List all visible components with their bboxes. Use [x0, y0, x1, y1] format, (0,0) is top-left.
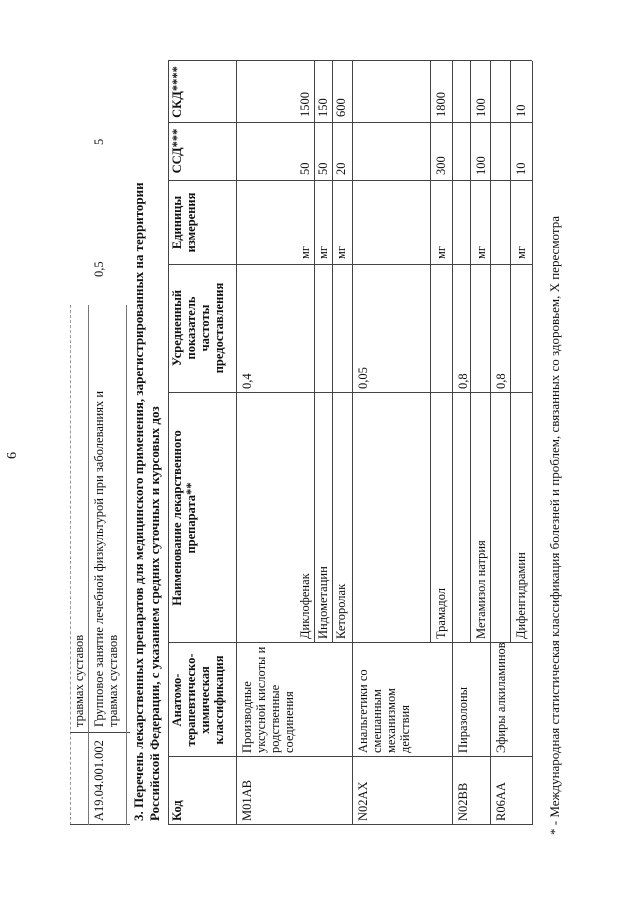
header-bottom-rule — [236, 61, 237, 825]
col-rule-atc — [168, 642, 532, 643]
group-code: M01AB — [240, 780, 254, 821]
col-rule-left — [168, 824, 532, 825]
continued-text: травмах суставов — [72, 634, 86, 727]
header-skd: СКД**** — [170, 66, 184, 118]
drug-unit: мг — [434, 245, 448, 259]
row-rule — [430, 61, 431, 643]
group-atc: Пиразолоны — [456, 686, 470, 753]
col-rule-code — [168, 756, 532, 757]
group-rule — [352, 61, 353, 825]
group-atc: Анальгетики со смешанным механизмом действия — [356, 669, 412, 753]
section-title-line2: Российской Федерации, с указанием средних суточных и курсовых доз — [147, 406, 162, 821]
drug-skd: 10 — [514, 104, 528, 117]
header-code: Код — [170, 800, 184, 821]
col-rule-right — [168, 60, 532, 61]
drug-unit: мг — [316, 245, 330, 259]
drug-name: Метамизол натрия — [474, 540, 488, 639]
group-code: N02BB — [456, 782, 470, 821]
service-frequency: 0,5 — [92, 261, 106, 277]
drug-skd: 150 — [316, 98, 330, 117]
drug-unit: мг — [334, 245, 348, 259]
drug-name: Дифенгидрамин — [514, 552, 528, 639]
drug-skd: 1800 — [434, 92, 448, 117]
row-rule — [510, 61, 511, 643]
drug-ssd: 20 — [334, 162, 348, 175]
drug-name: Индометацин — [316, 566, 330, 639]
col-rule-name — [168, 392, 532, 393]
drug-ssd: 50 — [298, 162, 312, 175]
drug-ssd: 50 — [316, 162, 330, 175]
col-rule-freq — [168, 264, 532, 265]
group-code: R06AA — [494, 782, 508, 821]
group-rule — [452, 61, 453, 825]
row-rule — [314, 61, 315, 643]
drug-skd: 1500 — [298, 92, 312, 117]
top-table-left-rule — [70, 824, 130, 825]
group-code: N02AX — [356, 781, 370, 821]
drug-unit: мг — [514, 245, 528, 259]
drug-unit: мг — [298, 245, 312, 259]
col-rule-ssd — [168, 122, 532, 123]
section-title-line1: 3. Перечень лекарственных препаратов для медицинского применения, зарегистрированных на территории — [131, 182, 146, 821]
group-frequency: 0,8 — [456, 373, 470, 389]
group-frequency: 0,8 — [494, 373, 508, 389]
service-count: 5 — [92, 138, 106, 145]
top-table-rule — [70, 305, 71, 825]
drug-skd: 100 — [474, 98, 488, 117]
top-table-bottom-rule — [126, 305, 127, 825]
group-atc: Эфиры алкиламинов — [494, 642, 508, 753]
row-rule — [332, 61, 333, 643]
group-frequency: 0,4 — [240, 373, 254, 389]
drug-ssd: 100 — [474, 156, 488, 175]
row-rule — [470, 61, 471, 643]
header-unit: Единицы измерения — [170, 192, 198, 253]
group-rule — [490, 61, 491, 825]
table-bottom-rule — [532, 61, 533, 825]
group-atc: Производные уксусной кислоты и родственные соединения — [240, 646, 296, 753]
top-table-divider — [70, 732, 130, 733]
header-frequency: Усредненный показатель частоты предоставления — [170, 282, 226, 374]
drug-ssd: 10 — [514, 162, 528, 175]
drug-ssd: 300 — [434, 156, 448, 175]
header-atc: Анатомо- терапевтическо- химическая классификация — [170, 653, 226, 747]
drug-name: Трамадол — [434, 587, 448, 639]
footnote: * - Международная статистическая классификация болезней и проблем, связанных со здоровьем, X пересмотра — [547, 216, 562, 835]
col-rule-unit — [168, 180, 532, 181]
service-code: A19.04.001.002 — [92, 740, 106, 821]
top-table-row-rule — [88, 305, 89, 825]
group-frequency: 0,05 — [356, 367, 370, 389]
header-ssd: ССД*** — [170, 128, 184, 174]
drug-skd: 600 — [334, 98, 348, 117]
header-drug-name: Наименование лекарственного препарата** — [170, 430, 198, 606]
drug-name: Диклофенак — [298, 573, 312, 639]
drug-unit: мг — [474, 245, 488, 259]
drug-name: Кеторолак — [334, 583, 348, 639]
service-name: Групповое занятие лечебной физкультурой при заболеваниях и травмах суставов — [92, 390, 120, 727]
page-number: 6 — [5, 452, 20, 459]
table-top-rule — [168, 61, 169, 825]
